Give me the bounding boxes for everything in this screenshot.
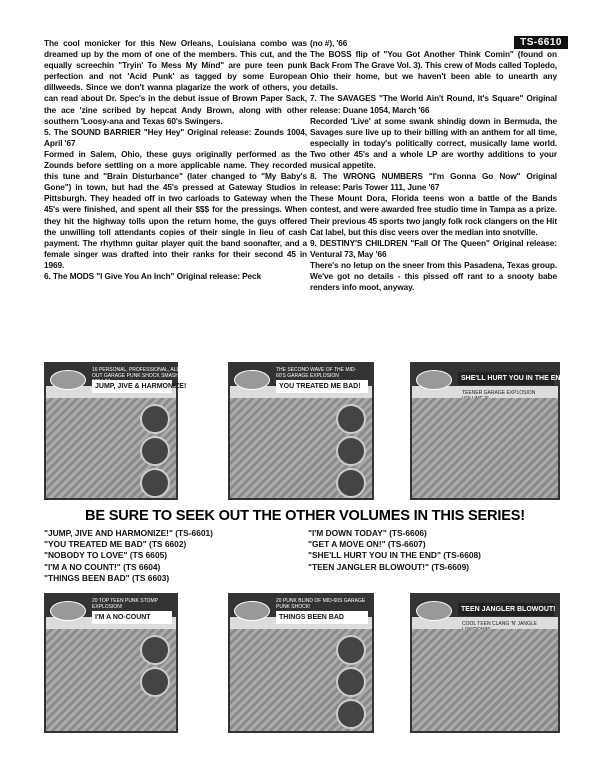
vinyl-label-icon: [336, 699, 366, 729]
volume-item: "JUMP, JIVE AND HARMONIZE!" (TS-6601): [44, 528, 213, 538]
vinyl-label-icon: [336, 468, 366, 498]
cover-title: TEEN JANGLER BLOWOUT!: [458, 603, 554, 616]
cover-subtitle: TEENER GARAGE EXPLOSION: [462, 390, 536, 396]
cover-subtitle: THE SECOND WAVE OF THE MID-60'S GARAGE EXPLOSION: [276, 367, 357, 379]
vinyl-label-icon: [336, 667, 366, 697]
teenage-shutdown-logo: [50, 370, 86, 390]
vinyl-label-icon: [140, 667, 170, 697]
cover-title: I'M A NO-COUNT: [92, 611, 172, 624]
cover-title: YOU TREATED ME BAD!: [276, 380, 368, 393]
vinyl-label-icon: [140, 404, 170, 434]
vinyl-label-icon: [336, 635, 366, 665]
album-cover-teen-jangler-blowout: [410, 593, 560, 733]
album-cover-im-a-no-count: [44, 593, 178, 733]
volume-item: "I'M DOWN TODAY" (TS-6606): [308, 528, 427, 538]
liner-paragraph: There's no letup on the sneer from this Pasadena, Texas group. We've got no details - this pissed off rant to a snooty babe renders info moot, anyway.: [310, 259, 557, 293]
catalog-number-badge: TS-6610: [514, 36, 568, 49]
album-cover-jump-jive: [44, 362, 187, 500]
volume-list-left: [44, 528, 213, 584]
volume-item: "I'M A NO COUNT!" (TS 6604): [44, 561, 161, 572]
vinyl-label-icon: [336, 436, 366, 466]
volume-item: "NOBODY TO LOVE" (TS 6605): [44, 550, 168, 561]
liner-paragraph: The BOSS flip of "You Got Another Think Comin" (found on Back From The Grave Vol. 3). This crew of Mods called Topledo, Ohio their home, but we haven't been able to unearth any details.: [310, 49, 557, 93]
band-photo: [412, 629, 558, 731]
cover-subtitle: 16 PERSONAL, PROFESSIONAL, ALL-OUT GARAGE PUNK SHOCK SMASH -: [92, 367, 182, 379]
volume-item: "GET A MOVE ON!" (TS-6607): [308, 539, 426, 550]
track-heading: 7. The SAVAGES "The World Ain't Round, It's Square" Original release: Duane 1054, March '66: [310, 93, 557, 115]
volume-item: "THINGS BEEN BAD" (TS 6603): [44, 572, 170, 583]
cover-title: THINGS BEEN BAD: [276, 611, 368, 624]
liner-paragraph: Formed in Salem, Ohio, these guys originally performed as the Zounds before settling on a more applicable name. They recorded this tune and "Brain Disturbance" (later changed to "My Baby's Gone") in town, but had the 45's pressed at Gateway Studios in Pittsburgh. They headed off in two carloads to Gateway when the 45's were finished, and spent all their $$$ for the pressings. When they hit the highway tolls upon the return home, the guys offered the unwilling toll attendants copies of their single in lieu of cash payment. The rhythmn guitar player quit the band soonafter, and a female singer was drafted into their ranks for their second 45 in 1969.: [44, 148, 307, 270]
cover-subtitle: 20 TOP TEEN PUNK STOMP EXPLOSION!: [92, 598, 158, 610]
liner-notes-right-column: [310, 38, 557, 293]
album-cover-things-been-bad: [228, 593, 374, 733]
teenage-shutdown-logo: [416, 370, 452, 390]
liner-notes-left-column: [44, 38, 307, 282]
teenage-shutdown-logo: [234, 370, 270, 390]
vinyl-label-icon: [140, 635, 170, 665]
vinyl-label-icon: [140, 436, 170, 466]
volume-item: "YOU TREATED ME BAD" (TS 6602): [44, 539, 187, 550]
teenage-shutdown-logo: [234, 601, 270, 621]
volume-list-right: [308, 528, 481, 573]
vinyl-label-icon: [336, 404, 366, 434]
album-cover-you-treated-me-bad: [228, 362, 374, 500]
promo-heading: BE SURE TO SEEK OUT THE OTHER VOLUMES IN THIS SERIES!: [85, 508, 525, 524]
liner-paragraph: The cool monicker for this New Orleans, Louisiana combo was dreamed up by the mom of one of the members. This cut, and the equally screechin "Tryin' To Mess My Mind" are pure teen punk perfection and not 'Acid Punk' as tagged by some European dillweeds. Since we don't wanna plagarize the work of others, you can read about Dr. Spec's in the debut issue of Brown Paper Sack, the ace 'zine scribed by hepcat Andy Brown, along with other southern 'Loosy-ana and Texas 60's Swingers.: [44, 38, 307, 126]
cover-subtitle: 20 PUNK BLIND OF MID-60S GARAGE PUNK SHOCK!: [276, 598, 366, 610]
band-photo: [412, 398, 558, 498]
cover-title: JUMP, JIVE & HARMONIZE!: [92, 380, 172, 393]
liner-paragraph: Recorded 'Live' at some swank shindig down in Bermuda, the Savages sure live up to their billing with an anthem for all time, especially in today's politically correct, musically lame world. Two other 45's and a whole LP are worthy additions to your musical appetite.: [310, 115, 557, 171]
liner-paragraph: These Mount Dora, Florida teens won a battle of the Bands contest, and were awarded free studio time in Tampa as a prize. Their previous 45 sports two jangly folk rock clangers on the Hit Cat label, but this disc veers over the median into snotville.: [310, 193, 557, 237]
teenage-shutdown-logo: [50, 601, 86, 621]
teenage-shutdown-logo: [416, 601, 452, 621]
track-heading: 5. The SOUND BARRIER "Hey Hey" Original release: Zounds 1004, April '67: [44, 126, 307, 148]
volume-item: "TEEN JANGLER BLOWOUT!" (TS-6609): [308, 561, 470, 572]
track-heading: 9. DESTINY'S CHILDREN "Fall Of The Queen" Original release: Ventural 73, May '66: [310, 237, 557, 259]
cover-subtitle: COOL TEEN CLANG 'N' JANGLE: [462, 621, 537, 627]
vinyl-label-icon: [140, 468, 170, 498]
track-heading: 6. The MODS "I Give You An Inch" Original release: Peck: [44, 270, 262, 281]
track-heading: 8. The WRONG NUMBERS "I'm Gonna Go Now" Original release: Paris Tower 111, June '67: [310, 171, 557, 193]
liner-paragraph: (no #), '66: [310, 38, 348, 48]
cover-title: SHE'LL HURT YOU IN THE END: [458, 372, 554, 385]
album-cover-shell-hurt-you: [410, 362, 566, 500]
volume-item: "SHE'LL HURT YOU IN THE END" (TS-6608): [308, 550, 481, 561]
